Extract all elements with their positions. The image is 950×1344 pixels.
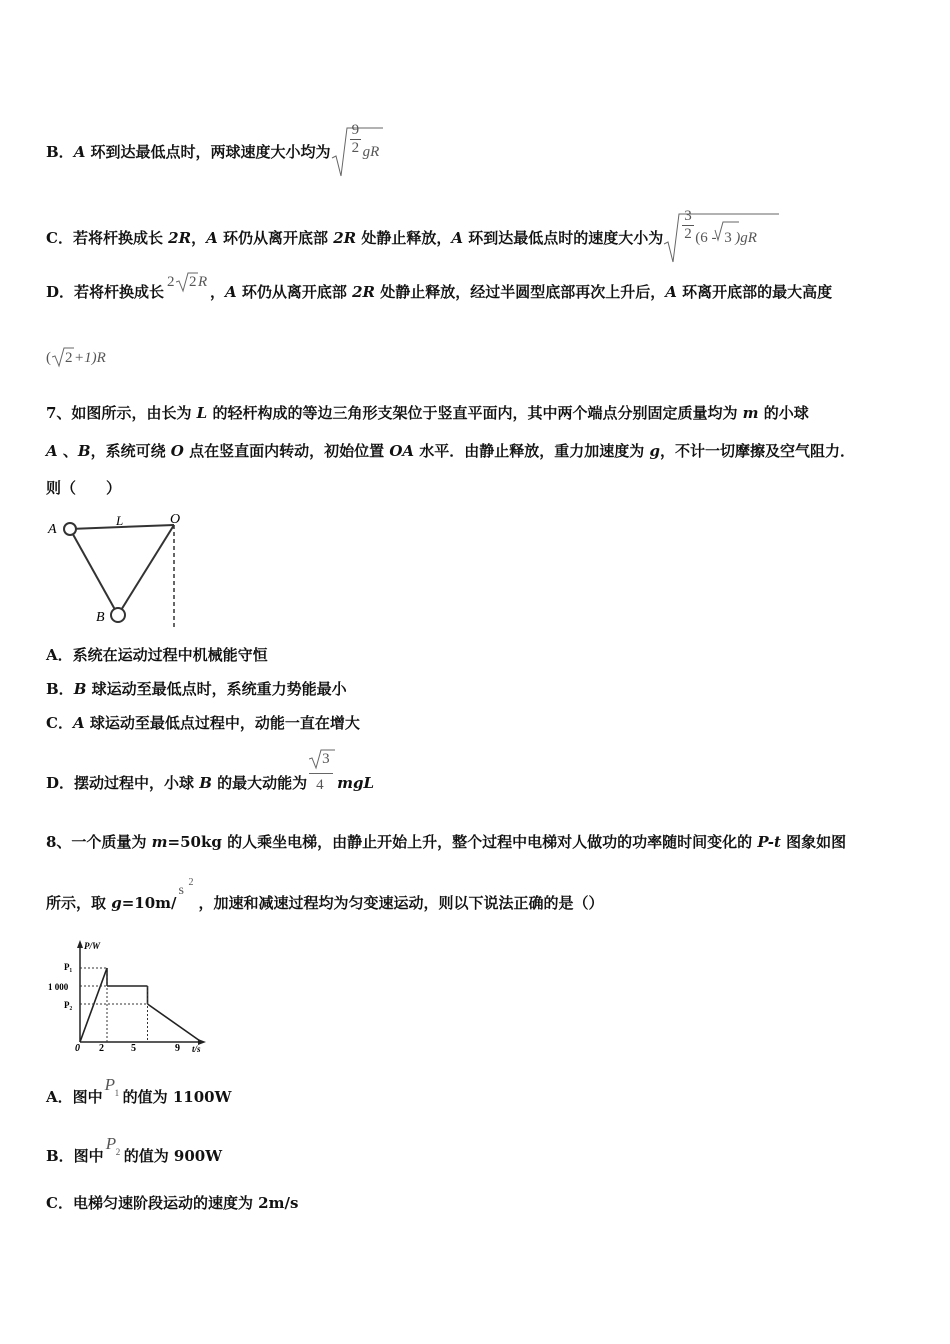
power-time-chart (44, 938, 214, 1056)
q8-stem-line2: 所示，取 g=10m/ s 2 ，加速和减速过程均为匀变速运动，则以下说法正确的是（） (46, 877, 604, 912)
y-tick-p2: P₂ (64, 1000, 73, 1010)
x-tick-0: 0 (75, 1043, 80, 1054)
power-segment (148, 1004, 202, 1042)
q7-stem-line3: 则（ ） (46, 479, 122, 497)
q6-option-b: B．A 环到达最低点时，两球速度大小均为 $\frac{9}{2}$ gR (46, 126, 383, 180)
power-segment (80, 968, 107, 1042)
q7-option-a: A．系统在运动过程中机械能守恒 (46, 646, 268, 664)
length-expression: 2 2 R (167, 274, 208, 290)
q7-option-d: D．摆动过程中，小球 B 的最大动能为 3 4 mgL (46, 751, 375, 793)
q7-option-b: B．B 球运动至最低点时，系统重力势能最小 (46, 680, 347, 698)
q6-option-d-answer: ( 2 +1)R (46, 350, 106, 366)
x-tick-2: 2 (99, 1043, 104, 1054)
label-o: O (170, 512, 181, 527)
q8-stem-line1: 8、一个质量为 m=50kg 的人乘坐电梯，由静止开始上升，整个过程中电梯对人做功的功率随时间变化的 P-t 图象如图 (46, 833, 847, 851)
triangle-pendulum-figure (44, 508, 194, 630)
y-tick-p1: P₁ (64, 962, 73, 972)
q8-option-b: B．图中 P 2 的值为 900W (46, 1134, 223, 1165)
q7-stem-line1: 7、如图所示，由长为 L 的轻杆构成的等边三角形支架位于竖直平面内，其中两个端点分别固定质量均为 m 的小球 (46, 404, 809, 422)
x-axis-label: t/s (192, 1044, 201, 1054)
y-tick-1000: 1 000 (48, 982, 69, 992)
q7-stem-line2: A 、B，系统可绕 O 点在竖直面内转动，初始位置 OA 水平．由静止释放，重力加速度为 g，不计一切摩擦及空气阻力． (46, 442, 856, 460)
q7-option-c: C．A 球运动至最低点过程中，动能一直在增大 (46, 714, 360, 732)
sqrt-expression: $\frac{9}{2}$ gR (331, 126, 383, 180)
x-tick-9: 9 (175, 1043, 180, 1054)
x-tick-5: 5 (131, 1043, 136, 1054)
label-l: L (116, 513, 124, 528)
q8-option-a: A．图中 P 1 的值为 1100W (46, 1075, 232, 1106)
q8-option-c: C．电梯匀速阶段运动的速度为 2m/s (46, 1194, 299, 1212)
q6-option-d: D．若将杆换成长 2 2 R ，A 环仍从离开底部 2R 处静止释放，经过半圆型底部再次上升后，A 环离开底部的最大高度 (46, 274, 833, 301)
y-axis-label: P/W (84, 941, 101, 951)
label-b: B (96, 610, 105, 625)
ball-a (64, 523, 76, 535)
label-a: A (48, 522, 57, 537)
q6-option-c: C．若将杆换成长 2R，A 环仍从离开底部 2R 处静止释放，A 环到达最低点时的速度大小为 $\frac{3}{2}$ (6 - 3 )gR (46, 212, 779, 266)
sqrt-expression: $\frac{3}{2}$ (6 - 3 )gR (663, 212, 779, 266)
ball-b (111, 608, 125, 622)
